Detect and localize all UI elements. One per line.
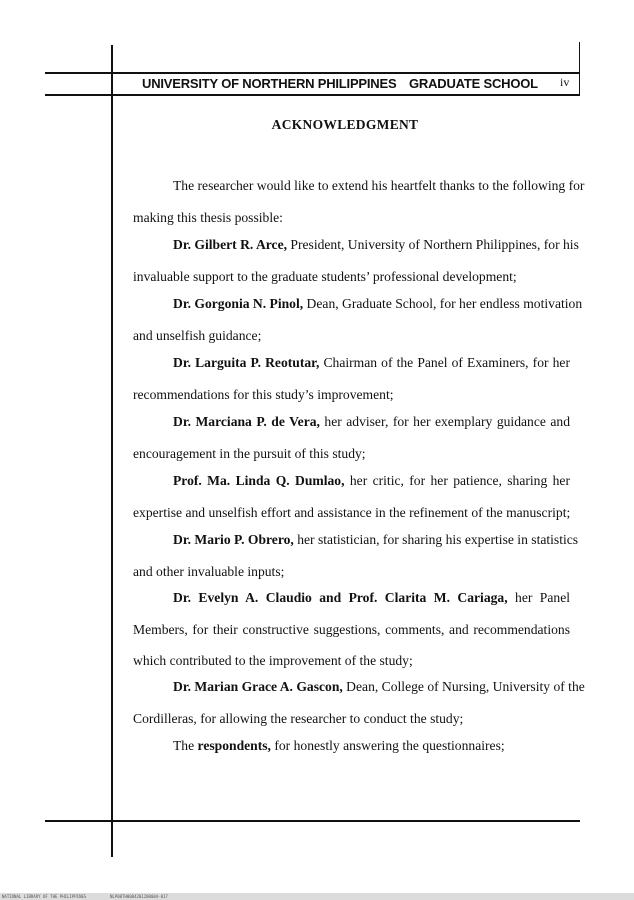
entry-text: Dean, Graduate School, for her endless motivation [303, 296, 583, 311]
entry-text: her critic, for her patience, sharing her [344, 473, 570, 488]
running-header [142, 76, 572, 94]
entry-reotutar [133, 347, 570, 410]
entry-name: Dr. Marciana P. de Vera, [173, 414, 320, 429]
university-name: UNIVERSITY OF NORTHERN PHILIPPINES [142, 76, 397, 91]
entry-name: Dr. Larguita P. Reotutar, [173, 355, 320, 370]
entry-line-2: Members, for their constructive suggestions, comments, and recommendations [133, 621, 570, 637]
document-id: NLP00TH0004201200004-017 [110, 894, 168, 899]
intro-line-2: making this thesis possible: [133, 209, 283, 225]
entry-line-2: and unselfish guidance; [133, 327, 262, 343]
entry-name: Prof. Ma. Linda Q. Dumlao, [173, 473, 345, 488]
entry-line-2: encouragement in the pursuit of this study; [133, 445, 366, 461]
right-margin-line [579, 42, 580, 94]
footer-rule [45, 820, 580, 822]
entry-line-2: expertise and unselfish effort and assistance in the refinement of the manuscript; [133, 504, 571, 520]
entry-panel-members [133, 582, 570, 677]
entry-text: her statistician, for sharing his expertise in statistics [293, 532, 579, 547]
entry-text: Chairman of the Panel of Examiners, for her [319, 355, 570, 370]
header-bottom-rule [45, 94, 580, 96]
entry-name: Dr. Evelyn A. Claudio and Prof. Clarita M. Cariaga, [173, 590, 508, 605]
library-label: NATIONAL LIBRARY OF THE PHILIPPINES [2, 894, 87, 899]
header-top-rule [45, 72, 580, 74]
page-number: iv [560, 75, 570, 89]
entry-line-2: Cordilleras, for allowing the researcher to conduct the study; [133, 710, 464, 726]
entry-line-2: and other invaluable inputs; [133, 563, 285, 579]
entry-text: Dean, College of Nursing, University of the [342, 679, 585, 694]
entry-text: for honestly answering the questionnaires; [270, 738, 505, 753]
entry-pre: The [173, 738, 198, 753]
entry-name: Dr. Mario P. Obrero, [173, 532, 294, 547]
entry-dumlao [133, 465, 570, 528]
entry-name: Dr. Gorgonia N. Pinol, [173, 296, 304, 311]
entry-obrero [133, 524, 579, 587]
entry-line-2: invaluable support to the graduate students’ professional development; [133, 268, 517, 284]
entry-text: her Panel [507, 590, 570, 605]
entry-de-vera [133, 406, 570, 469]
school-name: GRADUATE SCHOOL [409, 76, 538, 91]
entry-text: her adviser, for her exemplary guidance and [319, 414, 570, 429]
entry-respondents [133, 730, 570, 762]
intro-paragraph [133, 170, 585, 233]
entry-name: respondents, [197, 738, 271, 753]
scan-footer [0, 893, 634, 900]
entry-name: Dr. Gilbert R. Arce, [173, 237, 288, 252]
entry-line-2: recommendations for this study’s improvement; [133, 386, 394, 402]
entry-gascon [133, 671, 585, 734]
entry-name: Dr. Marian Grace A. Gascon, [173, 679, 343, 694]
entry-text: President, University of Northern Philippines, for his [287, 237, 579, 252]
intro-line-1: The researcher would like to extend his heartfelt thanks to the following for [173, 178, 585, 193]
entry-line-3: which contributed to the improvement of the study; [133, 653, 413, 669]
page-title: ACKNOWLEDGMENT [271, 117, 419, 132]
entry-pinol [133, 288, 583, 351]
entry-arce [133, 229, 579, 292]
left-margin-line [111, 45, 113, 857]
